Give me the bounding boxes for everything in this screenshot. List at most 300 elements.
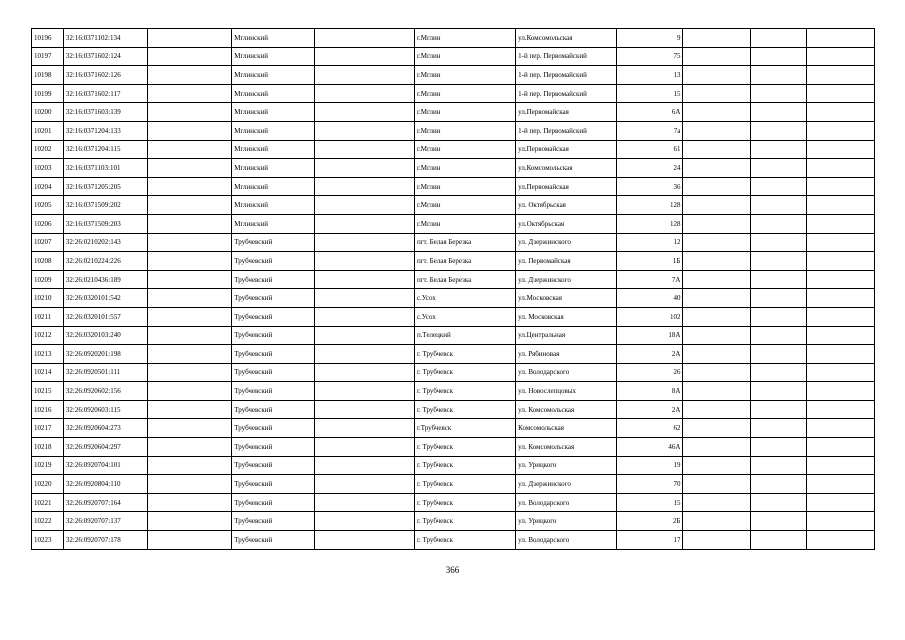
locality-cell: пгт. Белая Березка bbox=[414, 270, 515, 289]
row-number-cell: 10220 bbox=[32, 475, 64, 494]
cadastral-number-cell: 32:16:0371204:115 bbox=[63, 140, 147, 159]
empty-cell bbox=[806, 47, 874, 66]
locality-cell: г. Трубчевск bbox=[414, 438, 515, 457]
empty-cell bbox=[314, 326, 414, 345]
district-cell: Трубчевский bbox=[232, 456, 315, 475]
district-cell: Трубчевский bbox=[232, 382, 315, 401]
empty-cell bbox=[147, 47, 232, 66]
table-row bbox=[32, 512, 875, 531]
district-cell: Трубчевский bbox=[232, 289, 315, 308]
empty-cell bbox=[314, 47, 414, 66]
cadastral-number-cell: 32:26:0210224:226 bbox=[63, 252, 147, 271]
cadastral-number-cell: 32:16:0371204:133 bbox=[63, 121, 147, 140]
empty-cell bbox=[806, 438, 874, 457]
cadastral-number-cell: 32:26:0920707:178 bbox=[63, 531, 147, 550]
empty-cell bbox=[683, 66, 750, 85]
street-cell: 1-й пер. Первомайский bbox=[516, 47, 617, 66]
cadastral-number-cell: 32:26:0920804:110 bbox=[63, 475, 147, 494]
empty-cell bbox=[314, 419, 414, 438]
empty-cell bbox=[750, 363, 806, 382]
district-cell: Трубчевский bbox=[232, 419, 315, 438]
district-cell: Трубчевский bbox=[232, 270, 315, 289]
district-cell: Трубчевский bbox=[232, 512, 315, 531]
empty-cell bbox=[806, 84, 874, 103]
street-cell: ул.Комсомольская bbox=[516, 159, 617, 178]
empty-cell bbox=[147, 345, 232, 364]
table-row bbox=[32, 326, 875, 345]
row-number-cell: 10219 bbox=[32, 456, 64, 475]
locality-cell: г.Мглин bbox=[414, 29, 515, 48]
empty-cell bbox=[806, 270, 874, 289]
house-number-cell: 75 bbox=[617, 47, 683, 66]
empty-cell bbox=[806, 363, 874, 382]
house-number-cell: 61 bbox=[617, 140, 683, 159]
street-cell: ул.Октябрьская bbox=[516, 214, 617, 233]
empty-cell bbox=[750, 382, 806, 401]
row-number-cell: 10201 bbox=[32, 121, 64, 140]
street-cell: ул. Комсомольская bbox=[516, 400, 617, 419]
district-cell: Трубчевский bbox=[232, 493, 315, 512]
house-number-cell: 12 bbox=[617, 233, 683, 252]
district-cell: Трубчевский bbox=[232, 326, 315, 345]
house-number-cell: 102 bbox=[617, 307, 683, 326]
locality-cell: п.Телецкий bbox=[414, 326, 515, 345]
cadastral-number-cell: 32:26:0920602:156 bbox=[63, 382, 147, 401]
cadastral-number-cell: 32:16:0371509:203 bbox=[63, 214, 147, 233]
house-number-cell: 2А bbox=[617, 400, 683, 419]
locality-cell: с.Усох bbox=[414, 307, 515, 326]
table-row bbox=[32, 270, 875, 289]
empty-cell bbox=[806, 512, 874, 531]
district-cell: Мглинский bbox=[232, 214, 315, 233]
cadastral-number-cell: 32:16:0371602:126 bbox=[63, 66, 147, 85]
street-cell: ул. Московская bbox=[516, 307, 617, 326]
empty-cell bbox=[314, 493, 414, 512]
house-number-cell: 13 bbox=[617, 66, 683, 85]
table-row bbox=[32, 382, 875, 401]
empty-cell bbox=[750, 493, 806, 512]
empty-cell bbox=[806, 475, 874, 494]
empty-cell bbox=[683, 196, 750, 215]
locality-cell: г.Мглин bbox=[414, 66, 515, 85]
empty-cell bbox=[750, 140, 806, 159]
empty-cell bbox=[147, 400, 232, 419]
table-row bbox=[32, 29, 875, 48]
empty-cell bbox=[750, 326, 806, 345]
table-row bbox=[32, 159, 875, 178]
house-number-cell: 9 bbox=[617, 29, 683, 48]
cadastral-number-cell: 32:26:0320101:557 bbox=[63, 307, 147, 326]
empty-cell bbox=[806, 29, 874, 48]
empty-cell bbox=[806, 326, 874, 345]
cadastral-number-cell: 32:26:0320101:542 bbox=[63, 289, 147, 308]
row-number-cell: 10206 bbox=[32, 214, 64, 233]
empty-cell bbox=[683, 382, 750, 401]
house-number-cell: 19 bbox=[617, 456, 683, 475]
street-cell: ул. Первомайская bbox=[516, 252, 617, 271]
empty-cell bbox=[750, 419, 806, 438]
locality-cell: г.Мглин bbox=[414, 121, 515, 140]
row-number-cell: 10212 bbox=[32, 326, 64, 345]
empty-cell bbox=[314, 438, 414, 457]
empty-cell bbox=[683, 531, 750, 550]
empty-cell bbox=[314, 196, 414, 215]
cadastral-number-cell: 32:26:0920201:198 bbox=[63, 345, 147, 364]
empty-cell bbox=[683, 475, 750, 494]
empty-cell bbox=[683, 493, 750, 512]
cadastral-number-cell: 32:16:0371509:202 bbox=[63, 196, 147, 215]
street-cell: 1-й пер. Первомайский bbox=[516, 66, 617, 85]
row-number-cell: 10208 bbox=[32, 252, 64, 271]
empty-cell bbox=[806, 159, 874, 178]
empty-cell bbox=[147, 84, 232, 103]
empty-cell bbox=[683, 103, 750, 122]
empty-cell bbox=[683, 233, 750, 252]
table-row bbox=[32, 252, 875, 271]
empty-cell bbox=[147, 475, 232, 494]
district-cell: Мглинский bbox=[232, 103, 315, 122]
cadastral-number-cell: 32:16:0371205:205 bbox=[63, 177, 147, 196]
locality-cell: г. Трубчевск bbox=[414, 475, 515, 494]
street-cell: ул. Володарского bbox=[516, 363, 617, 382]
row-number-cell: 10221 bbox=[32, 493, 64, 512]
street-cell: ул. Урицкого bbox=[516, 512, 617, 531]
empty-cell bbox=[683, 84, 750, 103]
locality-cell: г. Трубчевск bbox=[414, 363, 515, 382]
row-number-cell: 10200 bbox=[32, 103, 64, 122]
locality-cell: с.Усох bbox=[414, 289, 515, 308]
empty-cell bbox=[806, 177, 874, 196]
street-cell: ул.Первомайская bbox=[516, 103, 617, 122]
table-row bbox=[32, 456, 875, 475]
house-number-cell: 17 bbox=[617, 531, 683, 550]
empty-cell bbox=[806, 214, 874, 233]
empty-cell bbox=[683, 512, 750, 531]
district-cell: Трубчевский bbox=[232, 233, 315, 252]
empty-cell bbox=[750, 252, 806, 271]
table-row bbox=[32, 103, 875, 122]
cadastral-number-cell: 32:26:0920501:111 bbox=[63, 363, 147, 382]
house-number-cell: 15 bbox=[617, 493, 683, 512]
empty-cell bbox=[147, 307, 232, 326]
cadastral-number-cell: 32:16:0371602:117 bbox=[63, 84, 147, 103]
empty-cell bbox=[314, 66, 414, 85]
empty-cell bbox=[147, 159, 232, 178]
district-cell: Трубчевский bbox=[232, 531, 315, 550]
row-number-cell: 10214 bbox=[32, 363, 64, 382]
empty-cell bbox=[750, 531, 806, 550]
row-number-cell: 10202 bbox=[32, 140, 64, 159]
row-number-cell: 10211 bbox=[32, 307, 64, 326]
row-number-cell: 10210 bbox=[32, 289, 64, 308]
empty-cell bbox=[683, 270, 750, 289]
empty-cell bbox=[314, 159, 414, 178]
empty-cell bbox=[147, 456, 232, 475]
table-row bbox=[32, 531, 875, 550]
cadastral-number-cell: 32:26:0210436:189 bbox=[63, 270, 147, 289]
table-row bbox=[32, 438, 875, 457]
locality-cell: г. Трубчевск bbox=[414, 400, 515, 419]
row-number-cell: 10222 bbox=[32, 512, 64, 531]
empty-cell bbox=[806, 103, 874, 122]
empty-cell bbox=[314, 345, 414, 364]
empty-cell bbox=[314, 307, 414, 326]
empty-cell bbox=[806, 307, 874, 326]
house-number-cell: 6А bbox=[617, 103, 683, 122]
house-number-cell: 2Б bbox=[617, 512, 683, 531]
district-cell: Мглинский bbox=[232, 66, 315, 85]
empty-cell bbox=[147, 103, 232, 122]
empty-cell bbox=[750, 159, 806, 178]
house-number-cell: 18А bbox=[617, 326, 683, 345]
house-number-cell: 7а bbox=[617, 121, 683, 140]
locality-cell: г. Трубчевск bbox=[414, 531, 515, 550]
house-number-cell: 24 bbox=[617, 159, 683, 178]
locality-cell: г. Трубчевск bbox=[414, 512, 515, 531]
table-row bbox=[32, 233, 875, 252]
empty-cell bbox=[806, 121, 874, 140]
district-cell: Трубчевский bbox=[232, 345, 315, 364]
empty-cell bbox=[806, 252, 874, 271]
street-cell: ул.Центральная bbox=[516, 326, 617, 345]
locality-cell: пгт. Белая Березка bbox=[414, 252, 515, 271]
table-row bbox=[32, 345, 875, 364]
street-cell: ул.Первомайская bbox=[516, 177, 617, 196]
row-number-cell: 10216 bbox=[32, 400, 64, 419]
house-number-cell: 128 bbox=[617, 214, 683, 233]
table-row bbox=[32, 84, 875, 103]
locality-cell: г.Мглин bbox=[414, 196, 515, 215]
empty-cell bbox=[750, 512, 806, 531]
cadastral-number-cell: 32:26:0920604:297 bbox=[63, 438, 147, 457]
locality-cell: г. Трубчевск bbox=[414, 345, 515, 364]
empty-cell bbox=[147, 419, 232, 438]
house-number-cell: 7А bbox=[617, 270, 683, 289]
registry-table bbox=[31, 28, 875, 550]
empty-cell bbox=[806, 196, 874, 215]
locality-cell: г.Мглин bbox=[414, 159, 515, 178]
empty-cell bbox=[683, 140, 750, 159]
empty-cell bbox=[806, 400, 874, 419]
cadastral-number-cell: 32:26:0320103:240 bbox=[63, 326, 147, 345]
table-row bbox=[32, 475, 875, 494]
row-number-cell: 10213 bbox=[32, 345, 64, 364]
house-number-cell: 70 bbox=[617, 475, 683, 494]
street-cell: ул. Урицкого bbox=[516, 456, 617, 475]
district-cell: Трубчевский bbox=[232, 475, 315, 494]
empty-cell bbox=[147, 121, 232, 140]
table-row bbox=[32, 289, 875, 308]
empty-cell bbox=[683, 400, 750, 419]
empty-cell bbox=[683, 159, 750, 178]
empty-cell bbox=[750, 270, 806, 289]
locality-cell: г. Трубчевск bbox=[414, 382, 515, 401]
empty-cell bbox=[314, 84, 414, 103]
table-row bbox=[32, 419, 875, 438]
table-row bbox=[32, 47, 875, 66]
empty-cell bbox=[147, 29, 232, 48]
locality-cell: г. Трубчевск bbox=[414, 456, 515, 475]
empty-cell bbox=[147, 177, 232, 196]
empty-cell bbox=[806, 419, 874, 438]
row-number-cell: 10218 bbox=[32, 438, 64, 457]
row-number-cell: 10203 bbox=[32, 159, 64, 178]
empty-cell bbox=[314, 531, 414, 550]
street-cell: 1-й пер. Первомайский bbox=[516, 121, 617, 140]
locality-cell: г.Мглин bbox=[414, 177, 515, 196]
table-row bbox=[32, 307, 875, 326]
empty-cell bbox=[683, 438, 750, 457]
house-number-cell: 26 bbox=[617, 363, 683, 382]
empty-cell bbox=[750, 103, 806, 122]
district-cell: Трубчевский bbox=[232, 400, 315, 419]
locality-cell: г.Мглин bbox=[414, 214, 515, 233]
district-cell: Мглинский bbox=[232, 121, 315, 140]
row-number-cell: 10205 bbox=[32, 196, 64, 215]
empty-cell bbox=[147, 252, 232, 271]
street-cell: ул. Рябиновая bbox=[516, 345, 617, 364]
district-cell: Мглинский bbox=[232, 177, 315, 196]
empty-cell bbox=[806, 233, 874, 252]
row-number-cell: 10217 bbox=[32, 419, 64, 438]
empty-cell bbox=[147, 438, 232, 457]
row-number-cell: 10223 bbox=[32, 531, 64, 550]
district-cell: Мглинский bbox=[232, 29, 315, 48]
empty-cell bbox=[314, 140, 414, 159]
empty-cell bbox=[683, 345, 750, 364]
empty-cell bbox=[147, 382, 232, 401]
empty-cell bbox=[314, 270, 414, 289]
empty-cell bbox=[147, 531, 232, 550]
table-row bbox=[32, 196, 875, 215]
row-number-cell: 10196 bbox=[32, 29, 64, 48]
empty-cell bbox=[750, 438, 806, 457]
empty-cell bbox=[683, 289, 750, 308]
table-body bbox=[32, 29, 875, 550]
empty-cell bbox=[314, 475, 414, 494]
table-row bbox=[32, 363, 875, 382]
empty-cell bbox=[147, 214, 232, 233]
house-number-cell: 40 bbox=[617, 289, 683, 308]
empty-cell bbox=[314, 103, 414, 122]
empty-cell bbox=[147, 289, 232, 308]
row-number-cell: 10197 bbox=[32, 47, 64, 66]
house-number-cell: 128 bbox=[617, 196, 683, 215]
empty-cell bbox=[683, 214, 750, 233]
house-number-cell: 46А bbox=[617, 438, 683, 457]
table-row bbox=[32, 400, 875, 419]
empty-cell bbox=[683, 252, 750, 271]
empty-cell bbox=[314, 214, 414, 233]
house-number-cell: 15 bbox=[617, 84, 683, 103]
row-number-cell: 10198 bbox=[32, 66, 64, 85]
cadastral-number-cell: 32:16:0371102:134 bbox=[63, 29, 147, 48]
cadastral-number-cell: 32:26:0210202:143 bbox=[63, 233, 147, 252]
empty-cell bbox=[147, 66, 232, 85]
empty-cell bbox=[147, 512, 232, 531]
empty-cell bbox=[314, 233, 414, 252]
empty-cell bbox=[314, 29, 414, 48]
empty-cell bbox=[750, 400, 806, 419]
street-cell: ул.Московская bbox=[516, 289, 617, 308]
house-number-cell: 36 bbox=[617, 177, 683, 196]
street-cell: ул. Комсомольская bbox=[516, 438, 617, 457]
house-number-cell: 8А bbox=[617, 382, 683, 401]
empty-cell bbox=[750, 307, 806, 326]
table-row bbox=[32, 140, 875, 159]
street-cell: ул. Октябрьская bbox=[516, 196, 617, 215]
empty-cell bbox=[806, 456, 874, 475]
empty-cell bbox=[806, 382, 874, 401]
empty-cell bbox=[147, 493, 232, 512]
empty-cell bbox=[750, 121, 806, 140]
district-cell: Трубчевский bbox=[232, 363, 315, 382]
street-cell: ул. Дзержинского bbox=[516, 475, 617, 494]
empty-cell bbox=[314, 400, 414, 419]
row-number-cell: 10215 bbox=[32, 382, 64, 401]
cadastral-number-cell: 32:16:0371602:124 bbox=[63, 47, 147, 66]
empty-cell bbox=[750, 66, 806, 85]
district-cell: Трубчевский bbox=[232, 252, 315, 271]
district-cell: Трубчевский bbox=[232, 438, 315, 457]
empty-cell bbox=[314, 177, 414, 196]
cadastral-number-cell: 32:16:0371603:139 bbox=[63, 103, 147, 122]
row-number-cell: 10199 bbox=[32, 84, 64, 103]
locality-cell: г.Мглин bbox=[414, 140, 515, 159]
house-number-cell: 62 bbox=[617, 419, 683, 438]
empty-cell bbox=[683, 29, 750, 48]
table-row bbox=[32, 177, 875, 196]
empty-cell bbox=[683, 456, 750, 475]
empty-cell bbox=[683, 363, 750, 382]
empty-cell bbox=[314, 456, 414, 475]
empty-cell bbox=[806, 66, 874, 85]
empty-cell bbox=[806, 531, 874, 550]
empty-cell bbox=[750, 289, 806, 308]
street-cell: ул. Володарского bbox=[516, 531, 617, 550]
cadastral-number-cell: 32:26:0920707:137 bbox=[63, 512, 147, 531]
empty-cell bbox=[147, 140, 232, 159]
cadastral-number-cell: 32:26:0920604:273 bbox=[63, 419, 147, 438]
empty-cell bbox=[683, 307, 750, 326]
empty-cell bbox=[314, 289, 414, 308]
house-number-cell: 1Б bbox=[617, 252, 683, 271]
empty-cell bbox=[314, 121, 414, 140]
table-row bbox=[32, 214, 875, 233]
district-cell: Мглинский bbox=[232, 47, 315, 66]
page-number: 366 bbox=[445, 565, 460, 575]
cadastral-number-cell: 32:26:0920603:115 bbox=[63, 400, 147, 419]
row-number-cell: 10209 bbox=[32, 270, 64, 289]
locality-cell: г.Трубчевск bbox=[414, 419, 515, 438]
empty-cell bbox=[147, 196, 232, 215]
empty-cell bbox=[750, 214, 806, 233]
empty-cell bbox=[314, 512, 414, 531]
empty-cell bbox=[147, 233, 232, 252]
street-cell: 1-й пер. Первомайский bbox=[516, 84, 617, 103]
empty-cell bbox=[750, 196, 806, 215]
empty-cell bbox=[750, 29, 806, 48]
street-cell: ул.Первомайская bbox=[516, 140, 617, 159]
empty-cell bbox=[683, 326, 750, 345]
locality-cell: г.Мглин bbox=[414, 103, 515, 122]
locality-cell: г. Трубчевск bbox=[414, 493, 515, 512]
empty-cell bbox=[147, 363, 232, 382]
empty-cell bbox=[806, 140, 874, 159]
table-row bbox=[32, 493, 875, 512]
street-cell: ул. Володарского bbox=[516, 493, 617, 512]
row-number-cell: 10207 bbox=[32, 233, 64, 252]
